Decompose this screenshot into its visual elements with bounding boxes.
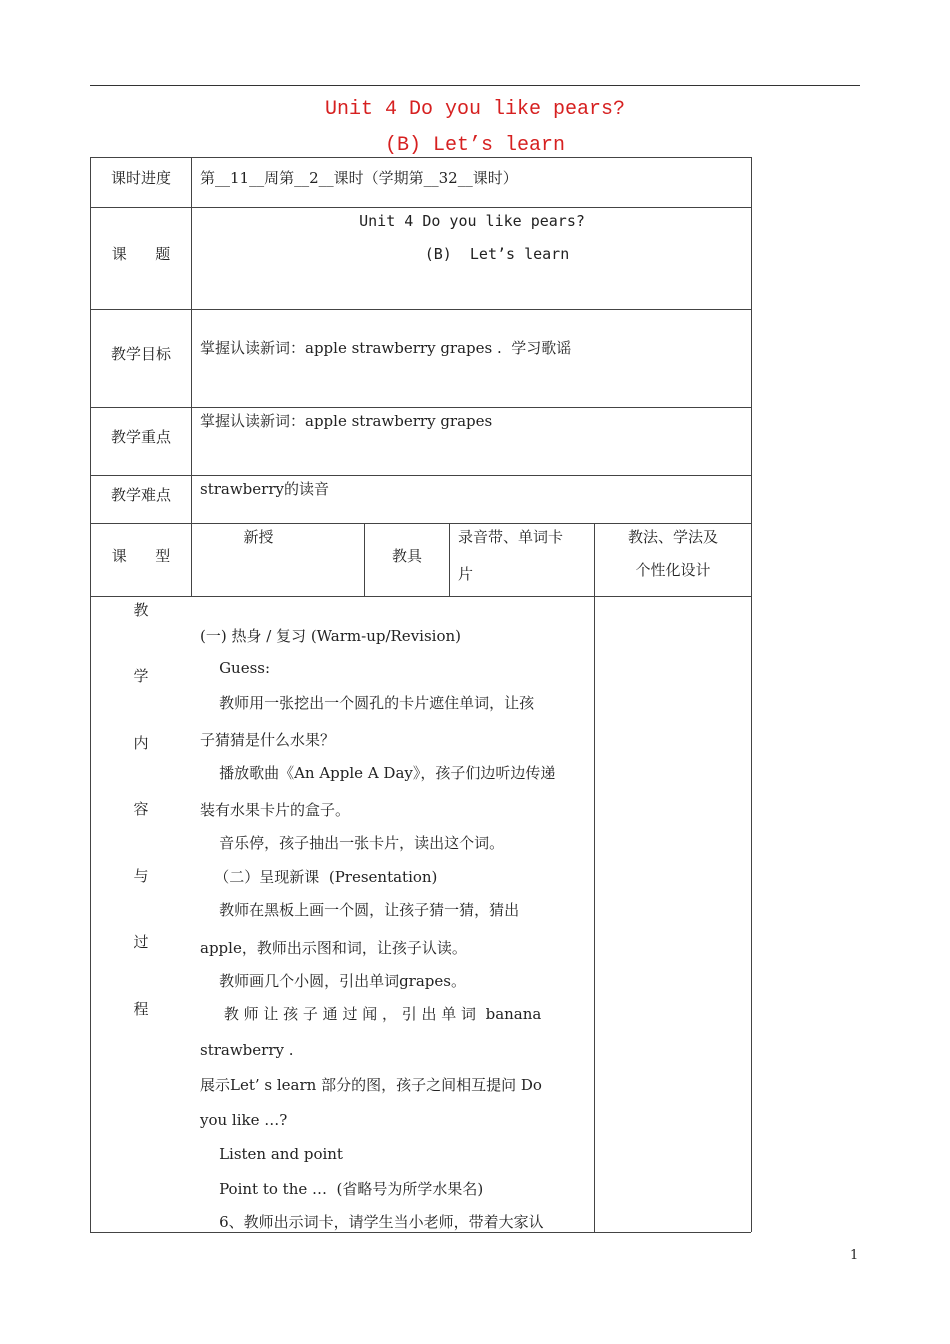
teaching-aids-line1: 录音带、单词卡 [458, 528, 564, 546]
topic-line2: (B) Let’s learn [424, 245, 570, 263]
content-label-char: 教 [133, 601, 149, 619]
column-divider [594, 523, 595, 1232]
difficulties-value: strawberry的读音 [200, 480, 329, 498]
row-divider [90, 596, 751, 597]
key-points-label: 教学重点 [110, 428, 171, 446]
document-subtitle: (B) Let’s learn [384, 134, 566, 157]
content-line: you like …? [200, 1111, 288, 1129]
document-title: Unit 4 Do you like pears? [324, 98, 626, 121]
row-divider [90, 475, 751, 476]
row-divider [90, 407, 751, 408]
progress-label: 课时进度 [110, 169, 171, 187]
column-divider [449, 523, 450, 596]
content-line: strawberry . [200, 1041, 294, 1059]
content-label-char: 容 [133, 800, 149, 818]
content-line: （二）呈现新课 (Presentation) [200, 868, 438, 886]
content-line: 教 师 让 孩 子 通 过 闻 ， 引 出 单 词 banana [200, 1005, 542, 1023]
page-number: 1 [850, 1248, 859, 1263]
content-line: 教师在黑板上画一个圆，让孩子猜一猜，猜出 [200, 901, 520, 919]
content-line: 音乐停，孩子抽出一张卡片，读出这个词。 [200, 834, 505, 852]
content-line: 装有水果卡片的盒子。 [200, 801, 351, 819]
topic-label: 课 题 [111, 245, 171, 263]
content-label-char: 程 [133, 1000, 149, 1018]
method-header-line1: 教法、学法及 [627, 528, 718, 546]
teaching-aids-label: 教具 [391, 547, 422, 565]
table-border-left [90, 157, 91, 1232]
content-line: 播放歌曲《An Apple A Day》，孩子们边听边传递 [200, 764, 556, 782]
content-line: Listen and point [200, 1145, 343, 1163]
key-points-value: 掌握认读新词：apple strawberry grapes [200, 412, 493, 430]
teaching-aids-line2: 片 [458, 565, 474, 583]
content-line: Guess: [200, 659, 271, 677]
lesson-type-value: 新授 [243, 528, 274, 546]
row-divider [90, 523, 751, 524]
objectives-value: 掌握认读新词：apple strawberry grapes . 学习歌谣 [200, 339, 572, 357]
content-line: apple，教师出示图和词，让孩子认读。 [200, 939, 467, 957]
lesson-type-label: 课 型 [111, 547, 171, 565]
content-line: 教师用一张挖出一个圆孔的卡片遮住单词，让孩 [200, 694, 535, 712]
content-line: 子猜猜是什么水果？ [200, 731, 336, 749]
difficulties-label: 教学难点 [110, 486, 171, 504]
objectives-label: 教学目标 [110, 345, 171, 363]
content-label-char: 与 [133, 867, 149, 885]
row-divider [90, 207, 751, 208]
content-label-char: 过 [133, 933, 149, 951]
content-line: 展示Let’ s learn 部分的图，孩子之间相互提问 Do [200, 1076, 542, 1094]
row-divider [90, 309, 751, 310]
content-line: 教师画几个小圆，引出单词grapes。 [200, 972, 466, 990]
content-label-char: 内 [133, 734, 149, 752]
topic-line1: Unit 4 Do you like pears? [359, 212, 585, 230]
content-line: 6、教师出示词卡，请学生当小老师，带着大家认 [200, 1213, 544, 1231]
method-header-line2: 个性化设计 [635, 561, 711, 579]
table-border-right [751, 157, 752, 1232]
table-border-top [90, 157, 751, 158]
table-border-bottom [90, 1232, 751, 1233]
content-line: (一) 热身 / 复习 (Warm-up/Revision) [200, 627, 461, 645]
progress-value: 第__11__周第__2__课时（学期第__32__课时） [200, 169, 518, 187]
content-label-char: 学 [133, 667, 149, 685]
content-line: Point to the … (省略号为所学水果名) [200, 1180, 484, 1198]
header-rule [90, 85, 860, 86]
